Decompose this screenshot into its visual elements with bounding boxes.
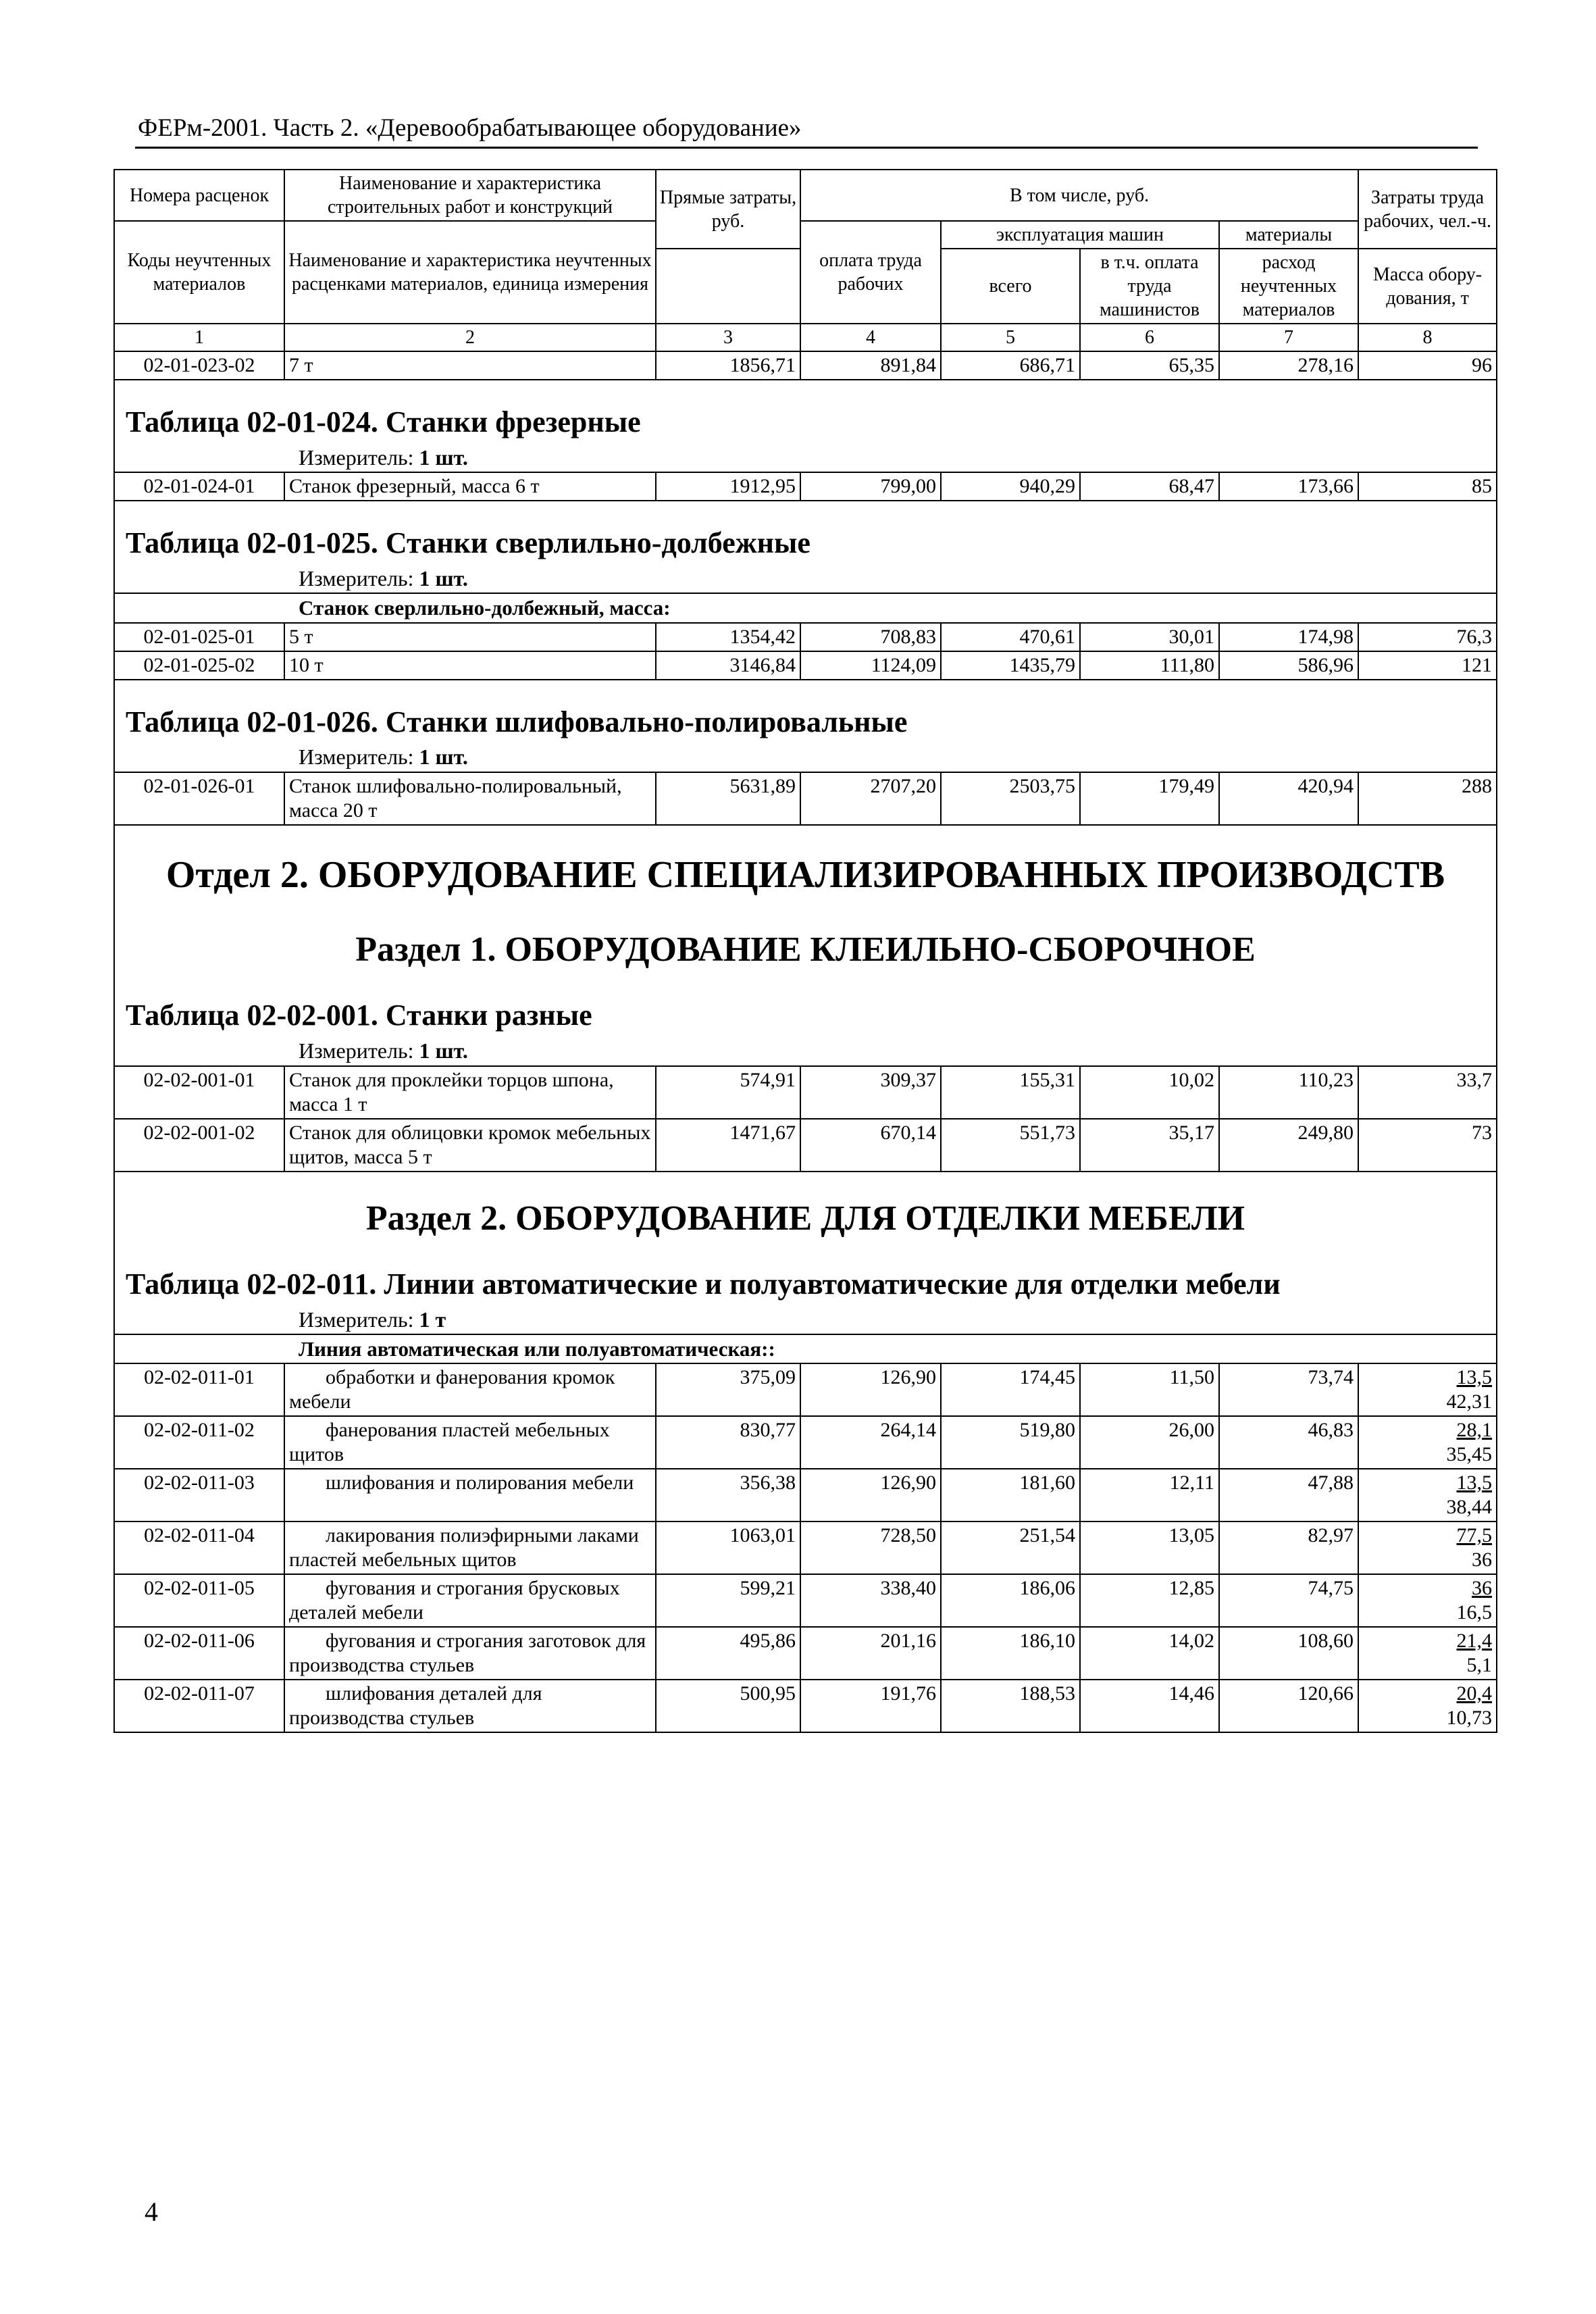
rate-code: 02-01-025-02	[114, 651, 284, 680]
col-number-row	[114, 324, 1497, 351]
equipment-mass: 38,44	[1446, 1496, 1493, 1519]
materials: 174,98	[1219, 623, 1358, 651]
col-header-labor-cost: Затраты труда рабочих, чел.-ч.	[1358, 170, 1497, 249]
group-row	[114, 1334, 1497, 1363]
col-number: 7	[1219, 324, 1358, 351]
department-title: Отдел 2. ОБОРУДОВАНИЕ СПЕЦИАЛИЗИРОВАННЫХ ПРОИЗВОДСТВ	[114, 825, 1497, 903]
machine-total: 188,53	[941, 1680, 1080, 1732]
measure-label: Измеритель:	[299, 745, 414, 770]
machine-incl: 11,50	[1080, 1363, 1219, 1416]
labor-pay: 2707,20	[800, 772, 941, 825]
equipment-mass: 121	[1358, 651, 1497, 680]
measure-label: Измеритель:	[299, 1307, 414, 1332]
measure-label: Измеритель:	[299, 1038, 414, 1063]
measure-row	[114, 740, 1497, 772]
rate-name: 7 т	[284, 351, 656, 380]
machine-incl: 68,47	[1080, 472, 1219, 501]
labor-pay: 126,90	[800, 1469, 941, 1521]
col-header-equip-mass: Масса обору-дования, т	[1358, 249, 1497, 324]
equipment-mass: 16,5	[1456, 1601, 1493, 1624]
machine-incl: 65,35	[1080, 351, 1219, 380]
header-rule	[135, 147, 1478, 149]
rate-code: 02-02-011-02	[114, 1416, 284, 1469]
rate-code: 02-01-024-01	[114, 472, 284, 501]
measure-unit	[114, 561, 1497, 593]
measure-value: 1 шт.	[419, 745, 468, 770]
materials: 586,96	[1219, 651, 1358, 680]
col-header-machine-ops: эксплуатация машин	[941, 221, 1219, 249]
table-row	[114, 1416, 1497, 1469]
table-row	[114, 1574, 1497, 1627]
header-row-1	[114, 170, 1497, 221]
machine-total: 470,61	[941, 623, 1080, 651]
machine-total: 1435,79	[941, 651, 1080, 680]
col-header-codes-top: Номера расценок	[114, 170, 284, 221]
table-row	[114, 1469, 1497, 1521]
col-header-direct: Прямые затраты, руб.	[656, 170, 800, 249]
measure-unit	[114, 1303, 1497, 1334]
running-header: ФЕРм-2001. Часть 2. «Деревообрабатывающее оборудование»	[138, 114, 802, 142]
group-heading: Станок сверлильно-долбежный, масса:	[114, 593, 1497, 622]
col-header-machine-incl: в т.ч. оплата труда машинистов	[1080, 249, 1219, 324]
rate-name: 5 т	[284, 623, 656, 651]
machine-total: 186,06	[941, 1574, 1080, 1627]
section-title-row	[114, 1172, 1497, 1242]
equipment-mass: 10,73	[1446, 1707, 1493, 1730]
labor-pay: 191,76	[800, 1680, 941, 1732]
rate-code: 02-02-011-06	[114, 1627, 284, 1680]
col-header-codes-bottom: Коды неучтенных материалов	[114, 221, 284, 324]
rate-name: шлифования и полирования мебели	[284, 1469, 656, 1521]
rate-code: 02-01-026-01	[114, 772, 284, 825]
col-number: 6	[1080, 324, 1219, 351]
table-row	[114, 772, 1497, 825]
measure-row	[114, 441, 1497, 472]
table-title-02-01-026: Таблица 02-01-026. Станки шлифовально-полировальные	[114, 680, 1497, 740]
machine-incl: 30,01	[1080, 623, 1219, 651]
machine-total: 155,31	[941, 1066, 1080, 1119]
equipment-mass: 42,31	[1446, 1390, 1493, 1413]
machine-incl: 26,00	[1080, 1416, 1219, 1469]
rate-name: 10 т	[284, 651, 656, 680]
col-header-labor-pay: оплата труда рабочих	[800, 221, 941, 324]
rate-code: 02-02-011-04	[114, 1521, 284, 1574]
machine-total: 519,80	[941, 1416, 1080, 1469]
machine-total: 251,54	[941, 1521, 1080, 1574]
machine-incl: 14,46	[1080, 1680, 1219, 1732]
machine-incl: 35,17	[1080, 1119, 1219, 1172]
measure-label: Измеритель:	[299, 445, 414, 470]
materials: 108,60	[1219, 1627, 1358, 1680]
rates-table	[113, 169, 1497, 1733]
materials: 73,74	[1219, 1363, 1358, 1416]
equipment-mass: 73	[1358, 1119, 1497, 1172]
col-number: 8	[1358, 324, 1497, 351]
labor-mass-cell	[1358, 1521, 1497, 1574]
equipment-mass: 35,45	[1446, 1443, 1493, 1466]
direct-cost: 830,77	[656, 1416, 800, 1469]
col-header-materials-use: расход неучтенных материалов	[1219, 249, 1358, 324]
labor-hours: 77,5	[1456, 1524, 1493, 1547]
machine-incl: 12,11	[1080, 1469, 1219, 1521]
table-row	[114, 1363, 1497, 1416]
labor-pay: 309,37	[800, 1066, 941, 1119]
measure-value: 1 т	[419, 1307, 446, 1332]
table-row	[114, 1066, 1497, 1119]
equipment-mass: 96	[1358, 351, 1497, 380]
col-number: 1	[114, 324, 284, 351]
machine-incl: 14,02	[1080, 1627, 1219, 1680]
table-title-02-01-024: Таблица 02-01-024. Станки фрезерные	[114, 380, 1497, 441]
group-row	[114, 593, 1497, 622]
equipment-mass: 85	[1358, 472, 1497, 501]
section-title: Раздел 2. ОБОРУДОВАНИЕ ДЛЯ ОТДЕЛКИ МЕБЕЛИ	[114, 1172, 1497, 1242]
labor-hours: 21,4	[1456, 1630, 1493, 1653]
rate-name: Станок фрезерный, масса 6 т	[284, 472, 656, 501]
materials: 278,16	[1219, 351, 1358, 380]
table-row	[114, 1680, 1497, 1732]
table-row	[114, 351, 1497, 380]
materials: 82,97	[1219, 1521, 1358, 1574]
labor-hours: 20,4	[1456, 1682, 1493, 1705]
rate-name: Станок шлифовально-полировальный, масса 20 т	[284, 772, 656, 825]
materials: 74,75	[1219, 1574, 1358, 1627]
direct-cost: 495,86	[656, 1627, 800, 1680]
materials: 46,83	[1219, 1416, 1358, 1469]
machine-incl: 13,05	[1080, 1521, 1219, 1574]
table-row	[114, 651, 1497, 680]
rate-code: 02-02-011-07	[114, 1680, 284, 1732]
machine-total: 174,45	[941, 1363, 1080, 1416]
rates-document	[113, 169, 1496, 1733]
col-header-materials: материалы	[1219, 221, 1358, 249]
labor-pay: 1124,09	[800, 651, 941, 680]
col-header-incl: В том числе, руб.	[800, 170, 1358, 221]
rate-name: шлифования деталей для производства стульев	[284, 1680, 656, 1732]
measure-unit	[114, 740, 1497, 772]
machine-total: 186,10	[941, 1627, 1080, 1680]
rate-name: фугования и строгания заготовок для производства стульев	[284, 1627, 656, 1680]
rate-code: 02-01-025-01	[114, 623, 284, 651]
col-header-machine-total: всего	[941, 249, 1080, 324]
rate-name: обработки и фанерования кромок мебели	[284, 1363, 656, 1416]
equipment-mass: 36	[1472, 1549, 1493, 1571]
col-number: 4	[800, 324, 941, 351]
col-header-name-bottom: Наименование и характеристика неучтенных расценками материалов, единица измерения	[284, 221, 656, 324]
rate-name: Станок для облицовки кромок мебельных щитов, масса 5 т	[284, 1119, 656, 1172]
machine-total: 2503,75	[941, 772, 1080, 825]
measure-unit	[114, 441, 1497, 472]
group-heading: Линия автоматическая или полуавтоматическая::	[114, 1334, 1497, 1363]
table-title-02-02-001: Таблица 02-02-001. Станки разные	[114, 974, 1497, 1034]
rate-name: Станок для проклейки торцов шпона, масса 1 т	[284, 1066, 656, 1119]
table-title-row	[114, 501, 1497, 561]
rate-code: 02-02-011-05	[114, 1574, 284, 1627]
labor-hours: 28,1	[1456, 1419, 1493, 1442]
direct-cost: 375,09	[656, 1363, 800, 1416]
table-row	[114, 1521, 1497, 1574]
labor-pay: 891,84	[800, 351, 941, 380]
equipment-mass: 76,3	[1358, 623, 1497, 651]
rate-name: фанерования пластей мебельных щитов	[284, 1416, 656, 1469]
labor-mass-cell	[1358, 1416, 1497, 1469]
header-row-2	[114, 221, 1497, 249]
section-title: Раздел 1. ОБОРУДОВАНИЕ КЛЕИЛЬНО-СБОРОЧНОЕ	[114, 903, 1497, 974]
labor-hours: 13,5	[1456, 1366, 1493, 1389]
direct-cost: 1912,95	[656, 472, 800, 501]
labor-pay: 264,14	[800, 1416, 941, 1469]
table-title-row	[114, 380, 1497, 441]
direct-cost: 500,95	[656, 1680, 800, 1732]
equipment-mass: 33,7	[1358, 1066, 1497, 1119]
labor-mass-cell	[1358, 1627, 1497, 1680]
rate-code: 02-02-011-03	[114, 1469, 284, 1521]
measure-row	[114, 561, 1497, 593]
col-header-name-top: Наименование и характеристика строительных работ и конструкций	[284, 170, 656, 221]
materials: 420,94	[1219, 772, 1358, 825]
equipment-mass: 288	[1358, 772, 1497, 825]
rate-code: 02-02-001-01	[114, 1066, 284, 1119]
labor-hours: 13,5	[1456, 1472, 1493, 1494]
rate-name: лакирования полиэфирными лаками пластей мебельных щитов	[284, 1521, 656, 1574]
materials: 249,80	[1219, 1119, 1358, 1172]
direct-cost: 1471,67	[656, 1119, 800, 1172]
direct-cost: 5631,89	[656, 772, 800, 825]
labor-mass-cell	[1358, 1680, 1497, 1732]
labor-mass-cell	[1358, 1469, 1497, 1521]
table-row	[114, 1119, 1497, 1172]
direct-cost: 3146,84	[656, 651, 800, 680]
table-title-row	[114, 974, 1497, 1034]
section-title-row	[114, 903, 1497, 974]
measure-value: 1 шт.	[419, 1038, 468, 1063]
labor-pay: 126,90	[800, 1363, 941, 1416]
rate-name: фугования и строгания брусковых деталей мебели	[284, 1574, 656, 1627]
col-number: 2	[284, 324, 656, 351]
equipment-mass: 5,1	[1466, 1654, 1493, 1677]
materials: 173,66	[1219, 472, 1358, 501]
labor-pay: 728,50	[800, 1521, 941, 1574]
measure-value: 1 шт.	[419, 445, 468, 470]
materials: 110,23	[1219, 1066, 1358, 1119]
materials: 47,88	[1219, 1469, 1358, 1521]
machine-incl: 10,02	[1080, 1066, 1219, 1119]
labor-pay: 708,83	[800, 623, 941, 651]
labor-mass-cell	[1358, 1363, 1497, 1416]
measure-value: 1 шт.	[419, 565, 468, 590]
direct-cost: 1063,01	[656, 1521, 800, 1574]
labor-pay: 670,14	[800, 1119, 941, 1172]
machine-incl: 12,85	[1080, 1574, 1219, 1627]
table-row	[114, 1627, 1497, 1680]
labor-mass-cell	[1358, 1574, 1497, 1627]
measure-unit	[114, 1034, 1497, 1065]
rate-code: 02-02-001-02	[114, 1119, 284, 1172]
direct-cost: 356,38	[656, 1469, 800, 1521]
table-title-row	[114, 680, 1497, 740]
table-title-02-01-025: Таблица 02-01-025. Станки сверлильно-долбежные	[114, 501, 1497, 561]
labor-pay: 201,16	[800, 1627, 941, 1680]
col-number: 5	[941, 324, 1080, 351]
table-title-02-02-011: Таблица 02-02-011. Линии автоматические и полуавтоматические для отделки мебели	[114, 1242, 1497, 1303]
machine-incl: 111,80	[1080, 651, 1219, 680]
direct-cost: 1856,71	[656, 351, 800, 380]
rate-code: 02-02-011-01	[114, 1363, 284, 1416]
department-title-row	[114, 825, 1497, 903]
measure-label: Измеритель:	[299, 565, 414, 590]
table-row	[114, 623, 1497, 651]
table-row	[114, 472, 1497, 501]
machine-total: 181,60	[941, 1469, 1080, 1521]
measure-row	[114, 1034, 1497, 1065]
materials: 120,66	[1219, 1680, 1358, 1732]
page-number: 4	[145, 2196, 158, 2227]
table-title-row	[114, 1242, 1497, 1303]
direct-cost: 599,21	[656, 1574, 800, 1627]
machine-total: 551,73	[941, 1119, 1080, 1172]
labor-pay: 338,40	[800, 1574, 941, 1627]
labor-hours: 36	[1472, 1577, 1493, 1600]
col-number: 3	[656, 324, 800, 351]
machine-total: 940,29	[941, 472, 1080, 501]
labor-pay: 799,00	[800, 472, 941, 501]
direct-cost: 1354,42	[656, 623, 800, 651]
machine-incl: 179,49	[1080, 772, 1219, 825]
machine-total: 686,71	[941, 351, 1080, 380]
direct-cost: 574,91	[656, 1066, 800, 1119]
measure-row	[114, 1303, 1497, 1334]
rate-code: 02-01-023-02	[114, 351, 284, 380]
